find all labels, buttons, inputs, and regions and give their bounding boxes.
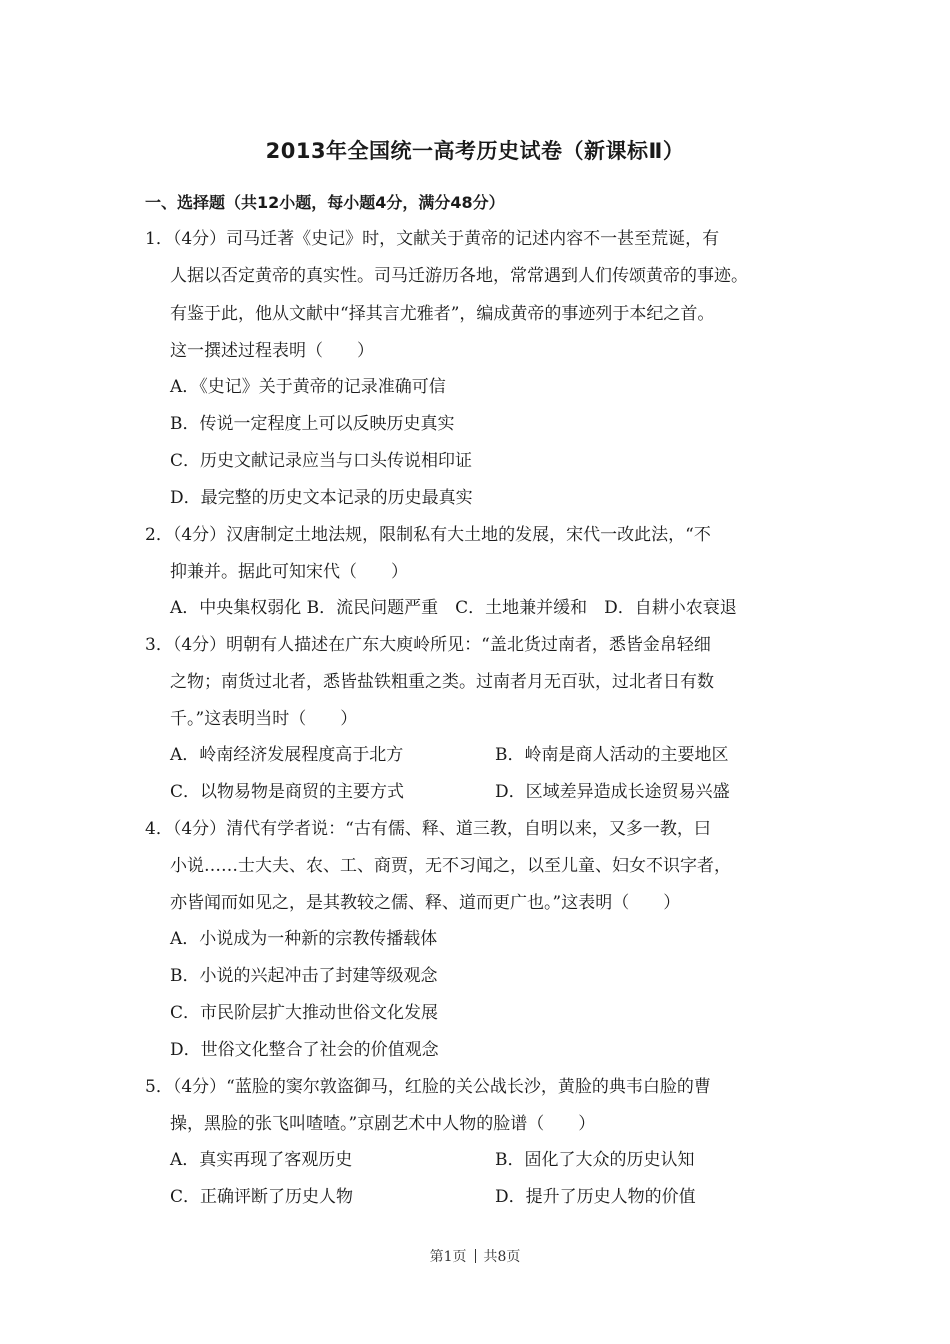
page-total: 共8页 (483, 1249, 521, 1265)
question-1-option-b: B．传说一定程度上可以反映历史真实 (170, 414, 455, 434)
question-4-line-3: 亦皆闻而如见之，是其教较之儒、释、道而更广也。”这表明（ ） (170, 893, 681, 913)
question-1-line-3: 有鉴于此，他从文献中“择其言尤雅者”，编成黄帝的事迹列于本纪之首。 (170, 304, 715, 324)
page-number: 第1页 (429, 1249, 467, 1265)
question-3-option-c: C．以物易物是商贸的主要方式 (170, 782, 405, 802)
question-3-line-2: 之物；南货过北者，悉皆盐铁粗重之类。过南者月无百驮，过北者日有数 (170, 672, 714, 692)
question-1-option-a: A．《史记》关于黄帝的记录准确可信 (170, 377, 446, 397)
footer-divider (475, 1249, 476, 1263)
question-4-option-b: B．小说的兴起冲击了封建等级观念 (170, 966, 438, 986)
question-5-line-1: 5．（4分）“蓝脸的窦尔敦盗御马，红脸的关公战长沙，黄脸的典韦白脸的曹 (145, 1077, 711, 1097)
question-5-line-2: 操，黑脸的张飞叫喳喳。”京剧艺术中人物的脸谱（ ） (170, 1114, 596, 1134)
question-4-option-c: C．市民阶层扩大推动世俗文化发展 (170, 1003, 439, 1023)
question-4-line-2: 小说……士大夫、农、工、商贾，无不习闻之，以至儿童、妇女不识字者， (170, 856, 731, 876)
question-3-line-1: 3．（4分）明朝有人描述在广东大庾岭所见：“盖北货过南者，悉皆金帛轻细 (145, 635, 711, 655)
question-1-line-1: 1．（4分）司马迁著《史记》时，文献关于黄帝的记述内容不一甚至荒诞，有 (145, 229, 720, 249)
question-5-option-b: B．固化了大众的历史认知 (495, 1150, 695, 1170)
question-1-option-c: C．历史文献记录应当与口头传说相印证 (170, 451, 473, 471)
question-3-option-b: B．岭南是商人活动的主要地区 (495, 745, 729, 765)
question-4-option-a: A．小说成为一种新的宗教传播载体 (170, 929, 438, 949)
question-5-option-a: A．真实再现了客观历史 (170, 1150, 353, 1170)
question-4-option-d: D．世俗文化整合了社会的价值观念 (170, 1040, 439, 1060)
section-heading: 一、选择题（共12小题，每小题4分，满分48分） (145, 193, 505, 212)
question-1-line-4: 这一撰述过程表明（ ） (170, 341, 374, 361)
exam-title: 2013年全国统一高考历史试卷（新课标Ⅱ） (265, 139, 685, 163)
question-3-line-3: 千。”这表明当时（ ） (170, 709, 358, 729)
question-2-line-2: 抑兼并。据此可知宋代（ ） (170, 562, 408, 582)
question-2-options: A．中央集权弱化 B．流民问题严重 C．土地兼并缓和 D．自耕小农衰退 (170, 598, 737, 618)
question-1-line-2: 人据以否定黄帝的真实性。司马迁游历各地，常常遇到人们传颂黄帝的事迹。 (170, 266, 748, 286)
question-2-line-1: 2．（4分）汉唐制定土地法规，限制私有大土地的发展，宋代一改此法，“不 (145, 525, 711, 545)
question-1-option-d: D．最完整的历史文本记录的历史最真实 (170, 488, 473, 508)
page-footer (0, 1246, 950, 1266)
question-5-option-c: C．正确评断了历史人物 (170, 1187, 354, 1207)
question-3-option-a: A．岭南经济发展程度高于北方 (170, 745, 404, 765)
question-3-option-d: D．区域差异造成长途贸易兴盛 (495, 782, 730, 802)
question-5-option-d: D．提升了历史人物的价值 (495, 1187, 696, 1207)
question-4-line-1: 4．（4分）清代有学者说：“古有儒、释、道三教，自明以来，又多一教，曰 (145, 819, 711, 839)
